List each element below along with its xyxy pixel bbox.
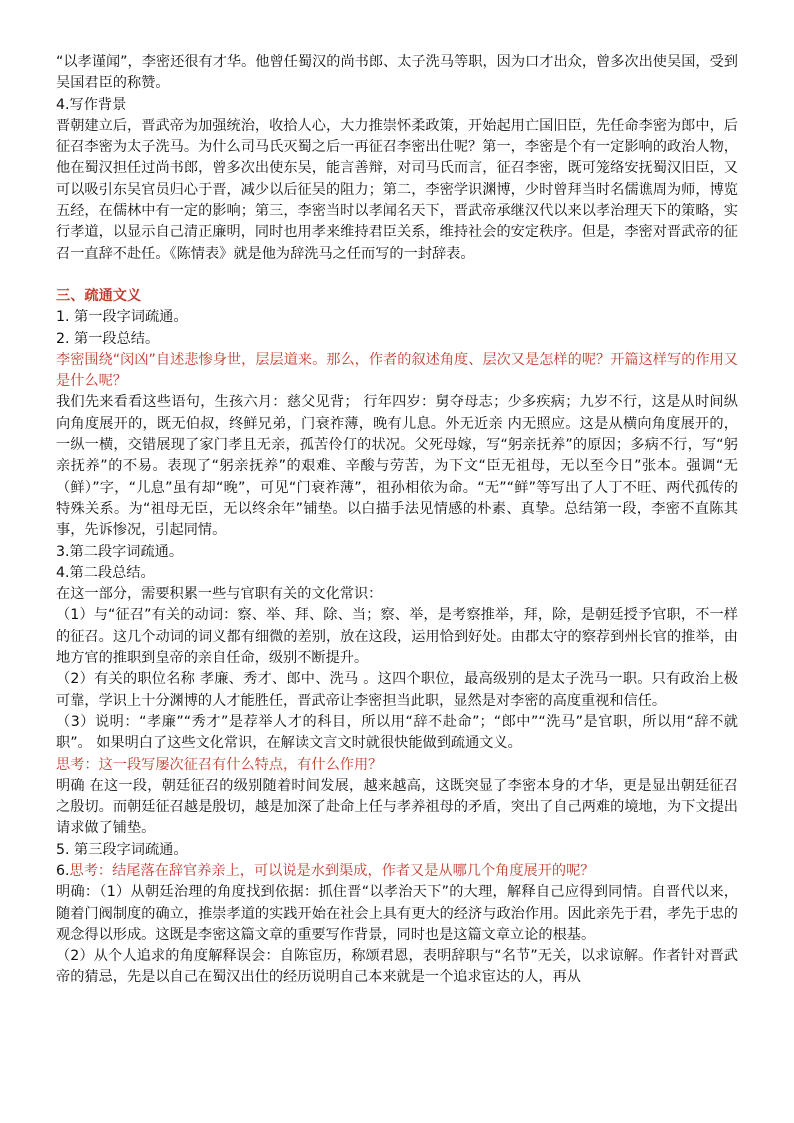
culture-note-3: （3）说明：“孝廉”“秀才”是荐举人才的科目，所以用“辞不赴命”；“郎中”“洗马”是官职，所以用“辞不就职”。 如果明白了这些文化常识，在解读文言文时就很快能做到疏通文义。 xyxy=(56,713,738,752)
list-item-2: 2. 第一段总结。 xyxy=(56,330,160,347)
paragraph-need: 在这一部分，需要积累一些与官职有关的文化常识： xyxy=(56,586,383,603)
section-3-heading: 三、疏通文义 xyxy=(56,287,142,304)
answer-4: （2）从个人追求的角度解释误会：自陈宦历，称颂君恩，表明辞职与“名节”无关，以求谅解。作者针对晋武帝的猜忌，先是以自己在蜀汉出仕的经历说明自己本来就是一个追求宦达的人，再从 xyxy=(56,948,738,986)
list-item-6-number: 6. xyxy=(56,862,70,879)
culture-note-1: （1）与“征召”有关的动词：察、举、拜、除、当；察、举，是考察推举，拜，除，是朝廷授予官职，不一样的征召。这几个动词的词义都有细微的差别，放在这段，运用恰到好处。由郡太守的察荐到州长官的推举，由地方官的推职到皇帝的亲自任命，级别不断提升。 xyxy=(56,607,738,667)
list-item-3: 3.第二段字词疏通。 xyxy=(56,543,184,560)
list-item-5: 5. 第三段字词疏通。 xyxy=(56,841,188,858)
list-item-1: 1. 第一段字词疏通。 xyxy=(56,309,188,326)
list-item-6 xyxy=(56,861,738,882)
answer-1: 我们先来看看这些语句，生孩六月：慈父见背； 行年四岁：舅夺母志；少多疾病；九岁不行，这是从时间纵向角度展开的，既无伯叔，终鲜兄弟，门衰祚薄，晚有儿息。外无近亲 内无照应。这是从横向角度展开的，一纵一横，交错展现了家门孝且无亲，孤苦伶仃的状况。父死母嫁，写“躬亲抚养”的原因；多病不行，写“躬亲抚养”的不易。表现了“躬亲抚养”的艰难、辛酸与劳苦，为下文“臣无祖母，无以至今日”张本。强调“无（鲜）”字，“儿息”虽有却“晚”，可见“门衰祚薄”，祖孙相依为命。“无”“鲜”等写出了人丁不旺、两代孤传的特殊关系。为“祖母无臣，无以终余年”铺垫。以白描手法见情感的朴素、真挚。总结第一段，李密不直陈其事，先诉惨况，引起同情。 xyxy=(56,394,738,539)
question-2: 思考：这一段写屡次征召有什么特点，有什么作用？ xyxy=(56,756,383,773)
answer-3: 明确：（1）从朝廷治理的角度找到依据：抓住晋“以孝治天下”的大理，解释自己应得到同情。自晋代以来，随着门阀制度的确立，推崇孝道的实践开始在社会上具有更大的经济与政治作用。因此亲先于君，孝先于忠的观念得以形成。这既是李密这篇文章的重要写作背景，同时也是这篇文章立论的根基。 xyxy=(56,884,738,943)
section-4-title: 4.写作背景 xyxy=(56,96,127,113)
culture-note-2: （2）有关的职位名称 孝廉、秀才、郎中、洗马 。这四个职位，最高级别的是太子洗马一职。只有政治上极可靠，学识上十分渊博的人才能胜任，晋武帝让李密担当此职，显然是对李密的高度重视和信任。 xyxy=(56,671,738,709)
spacer xyxy=(56,265,738,286)
question-3: 思考：结尾落在辞官养亲上，可以说是水到渠成，作者又是从哪几个角度展开的呢？ xyxy=(69,862,595,879)
question-1: 李密围绕“闵凶”自述悲惨身世，层层道来。那么，作者的叙述角度、层次又是怎样的呢？开篇这样写的作用又是什么呢？ xyxy=(56,351,738,390)
paragraph-background: 晋朝建立后，晋武帝为加强统治，收拾人心，大力推崇怀柔政策，开始起用亡国旧臣，先任命李密为郎中，后征召李密为太子洗马。为什么司马氏灭蜀之后一再征召李密出仕呢？第一，李密是个有一定影响的政治人物，他在蜀汉担任过尚书郎，曾多次出使东吴，能言善辩，对司马氏而言，征召李密，既可笼络安抚蜀汉旧臣，又可以吸引东吴官员归心于晋，减少以后征吴的阻力；第二，李密学识渊博，少时曾拜当时名儒谯周为师，博览五经，在儒林中有一定的影响；第三，李密当时以孝闻名天下，晋武帝承继汉代以来以孝治理天下的策略，实行孝道，以显示自己清正廉明，同时也用孝来维持君臣关系，维持社会的安定秩序。但是，李密对晋武帝的征召一直辞不赴任。《陈情表》就是他为辞洗马之任而写的一封辞表。 xyxy=(56,117,738,262)
paragraph-intro: “以孝谨闻”，李密还很有才华。他曾任蜀汉的尚书郎、太子洗马等职，因为口才出众，曾多次出使吴国，受到吴国君臣的称赞。 xyxy=(56,54,738,92)
document-page xyxy=(56,52,738,989)
list-item-4: 4.第二段总结。 xyxy=(56,564,155,581)
answer-2: 明确 在这一段，朝廷征召的级别随着时间发展，越来越高，这既突显了李密本身的才华，更是显出朝廷征召之殷切。而朝廷征召越是殷切，越是加深了赴命上任与孝养祖母的矛盾，突出了自己两难的境地，为下文提出请求做了铺垫。 xyxy=(56,777,738,837)
